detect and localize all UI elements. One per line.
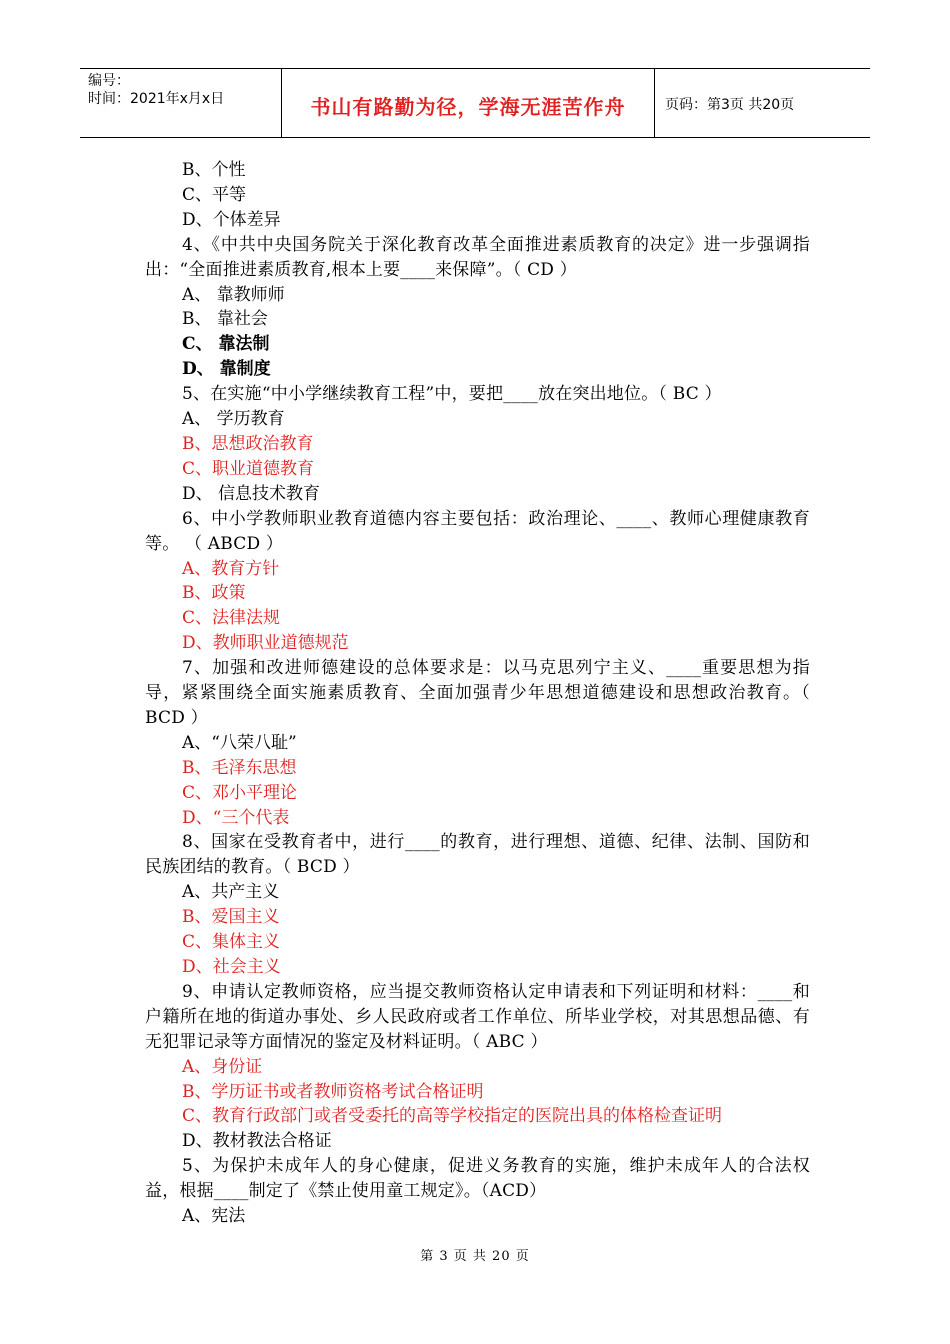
answer-option: C、 靠法制 (182, 334, 270, 355)
answer-option: A、 学历教育 (182, 409, 285, 430)
answer-option: B、个性 (182, 160, 246, 180)
answer-option: C、职业道德教育 (182, 458, 315, 479)
question-text: 4、《中共中央国务院关于深化教育改革全面推进素质教育的决定》进一步强调指出：“全面推进素质教育,根本上要____来保障”。（ CD ） (145, 234, 810, 280)
answer-option: A、身份证 (182, 1056, 263, 1077)
question-text: 5、为保护未成年人的身心健康，促进义务教育的实施，维护未成年人的合法权益，根据____制定了《禁止使用童工规定》。（ACD） (145, 1156, 810, 1202)
answer-option: B、爱国主义 (182, 907, 280, 928)
answer-option: A、宪法 (182, 1206, 246, 1227)
answer-option: C、平等 (182, 184, 247, 205)
page-header (80, 68, 870, 138)
answer-option: C、集体主义 (182, 932, 281, 953)
answer-option: B、政策 (182, 583, 246, 604)
document-number-label: 编号： (88, 73, 130, 89)
answer-option: D、“三个代表 (182, 807, 290, 828)
answer-option: A、 靠教师师 (182, 284, 285, 305)
document-date: 时间：2021年x月x日 (88, 91, 225, 107)
answer-option: D、个体差异 (182, 209, 281, 230)
header-page-info: 页码：第3页 共20页 (665, 97, 795, 113)
answer-option: C、法律法规 (182, 608, 281, 629)
question-text: 8、国家在受教育者中，进行____的教育，进行理想、道德、纪律、法制、国防和民族团结的教育。（ BCD ） (145, 832, 810, 878)
answer-option: D、教材教法合格证 (182, 1131, 332, 1152)
answer-option: D、社会主义 (182, 957, 281, 977)
answer-option: C、教育行政部门或者受委托的高等学校指定的医院出具的体格检查证明 (182, 1106, 723, 1127)
document-body (145, 158, 810, 1229)
answer-option: D、 靠制度 (182, 359, 271, 380)
header-meta (80, 69, 282, 137)
page-footer: 第 3 页 共 20 页 (420, 1249, 530, 1264)
answer-option: A、教育方针 (182, 558, 280, 579)
answer-option: B、 靠社会 (182, 309, 268, 330)
answer-option: D、 信息技术教育 (182, 483, 321, 504)
answer-option: D、教师职业道德规范 (182, 633, 349, 654)
answer-option: B、思想政治教育 (182, 433, 314, 454)
question-text: 5、在实施“中小学继续教育工程”中，要把____放在突出地位。（ BC ） (182, 384, 722, 405)
answer-option: A、“八荣八耻” (182, 732, 297, 753)
question-text: 9、申请认定教师资格，应当提交教师资格认定申请表和下列证明和材料：____和户籍所在地的街道办事处、乡人民政府或者工作单位、所毕业学校，对其思想品德、有无犯罪记录等方面情况的鉴定及材料证明。（ ABC ） (145, 981, 810, 1052)
answer-option: B、学历证书或者教师资格考试合格证明 (182, 1081, 484, 1102)
answer-option: C、邓小平理论 (182, 782, 298, 803)
question-text: 6、中小学教师职业教育道德内容主要包括：政治理论、____、教师心理健康教育等。 （ ABCD ） (145, 508, 810, 554)
question-text: 7、加强和改进师德建设的总体要求是：以马克思列宁主义、____重要思想为指导，紧紧围绕全面实施素质教育、全面加强青少年思想道德建设和思想政治教育。（ BCD ） (145, 658, 810, 728)
answer-option: B、毛泽东思想 (182, 757, 297, 778)
answer-option: A、共产主义 (182, 882, 280, 903)
header-motto: 书山有路勤为径，学海无涯苦作舟 (282, 69, 655, 137)
